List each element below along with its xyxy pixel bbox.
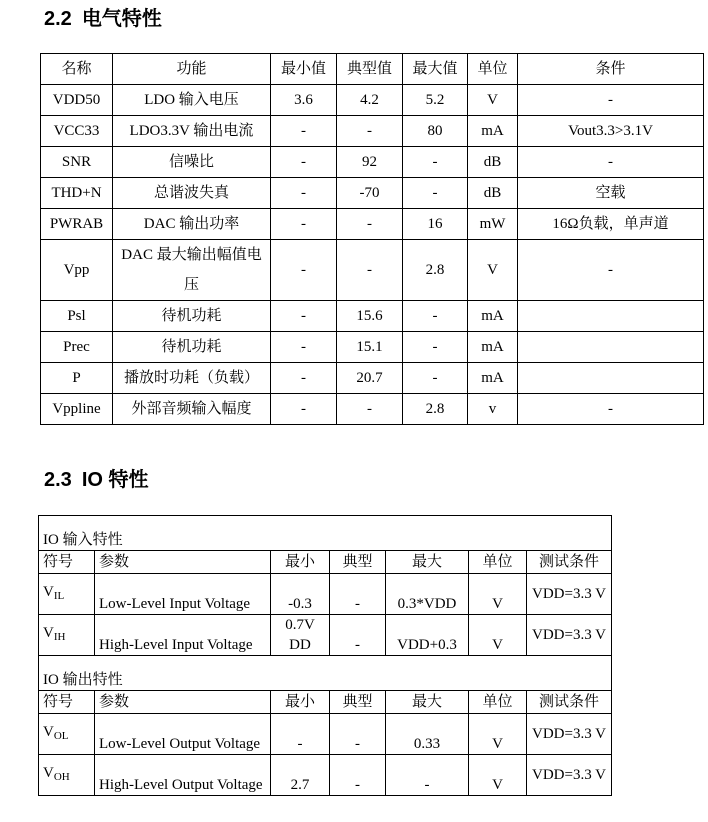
symbol xyxy=(39,755,95,796)
max-value: 0.33 xyxy=(386,714,469,755)
param-function: 外部音频输入幅度 xyxy=(113,394,271,425)
min-value: - xyxy=(271,209,337,240)
column-header: 最小 xyxy=(271,551,330,574)
parameter: High-Level Output Voltage xyxy=(95,755,271,796)
typ-value: 20.7 xyxy=(337,363,403,394)
max-value: - xyxy=(386,755,469,796)
test-condition: VDD=3.3 V xyxy=(527,714,612,755)
table-header-row xyxy=(39,551,612,574)
unit: dB xyxy=(468,147,518,178)
unit: dB xyxy=(468,178,518,209)
column-header: 最大 xyxy=(386,551,469,574)
param-function: 待机功耗 xyxy=(113,332,271,363)
typ-value: - xyxy=(330,574,386,615)
unit: V xyxy=(469,755,527,796)
min-value: 3.6 xyxy=(271,85,337,116)
condition xyxy=(518,363,704,394)
column-header: 最大值 xyxy=(403,54,468,85)
param-function: DAC 输出功率 xyxy=(113,209,271,240)
table-row xyxy=(41,394,704,425)
param-function: 信噪比 xyxy=(113,147,271,178)
table-row xyxy=(41,178,704,209)
section-heading-io xyxy=(44,463,148,492)
table-row xyxy=(39,615,612,656)
table-row xyxy=(41,301,704,332)
unit: v xyxy=(468,394,518,425)
max-value: 0.3*VDD xyxy=(386,574,469,615)
max-value: VDD+0.3 xyxy=(386,615,469,656)
min-value: 2.7 xyxy=(271,755,330,796)
table-row xyxy=(39,755,612,796)
condition: - xyxy=(518,147,704,178)
param-name: PWRAB xyxy=(41,209,113,240)
condition: - xyxy=(518,394,704,425)
symbol-text: V xyxy=(43,724,54,740)
column-header: 最小值 xyxy=(271,54,337,85)
unit: mA xyxy=(468,363,518,394)
unit: V xyxy=(469,615,527,656)
unit: V xyxy=(469,714,527,755)
param-function: 总谐波失真 xyxy=(113,178,271,209)
io-section-title: IO 输入特性 xyxy=(39,516,612,551)
min-value: -0.3 xyxy=(271,574,330,615)
typ-value: - xyxy=(337,209,403,240)
typ-value: 15.6 xyxy=(337,301,403,332)
param-name: Prec xyxy=(41,332,113,363)
symbol-text: V xyxy=(43,765,54,781)
column-header: 典型 xyxy=(330,551,386,574)
symbol xyxy=(39,615,95,656)
parameter: Low-Level Output Voltage xyxy=(95,714,271,755)
condition xyxy=(518,332,704,363)
min-value: - xyxy=(271,394,337,425)
typ-value: - xyxy=(337,240,403,301)
table-header-row xyxy=(41,54,704,85)
column-header: 测试条件 xyxy=(527,691,612,714)
typ-value: 92 xyxy=(337,147,403,178)
typ-value: 15.1 xyxy=(337,332,403,363)
typ-value: - xyxy=(330,714,386,755)
column-header: 典型值 xyxy=(337,54,403,85)
condition: 16Ω负载，单声道 xyxy=(518,209,704,240)
column-header: 最大 xyxy=(386,691,469,714)
condition: Vout3.3>3.1V xyxy=(518,116,704,147)
column-header: 符号 xyxy=(39,691,95,714)
param-function: DAC 最大输出幅值电压 xyxy=(113,240,271,301)
section-title: 电气特性 xyxy=(81,8,162,30)
section-heading-electrical xyxy=(44,2,162,31)
param-function: LDO3.3V 输出电流 xyxy=(113,116,271,147)
param-name: VDD50 xyxy=(41,85,113,116)
section-number: 2.3 xyxy=(44,469,72,491)
symbol-subscript: OL xyxy=(53,730,69,742)
parameter: Low-Level Input Voltage xyxy=(95,574,271,615)
param-function: 播放时功耗（负载） xyxy=(113,363,271,394)
unit: V xyxy=(468,85,518,116)
min-value: - xyxy=(271,332,337,363)
section-title-row xyxy=(39,656,612,691)
column-header: 功能 xyxy=(113,54,271,85)
column-header: 符号 xyxy=(39,551,95,574)
column-header: 单位 xyxy=(469,691,527,714)
min-value: - xyxy=(271,116,337,147)
symbol-subscript: IH xyxy=(53,631,66,643)
io-section-title: IO 输出特性 xyxy=(39,656,612,691)
symbol xyxy=(39,714,95,755)
table-row xyxy=(41,363,704,394)
unit: mA xyxy=(468,332,518,363)
condition: - xyxy=(518,240,704,301)
min-value: - xyxy=(271,178,337,209)
electrical-characteristics-table xyxy=(40,53,704,425)
condition xyxy=(518,301,704,332)
min-value: - xyxy=(271,301,337,332)
table-row xyxy=(41,85,704,116)
column-header: 参数 xyxy=(95,691,271,714)
max-value: 16 xyxy=(403,209,468,240)
unit: mA xyxy=(468,301,518,332)
typ-value: - xyxy=(330,755,386,796)
parameter: High-Level Input Voltage xyxy=(95,615,271,656)
condition: - xyxy=(518,85,704,116)
param-name: Vppline xyxy=(41,394,113,425)
condition: 空载 xyxy=(518,178,704,209)
column-header: 参数 xyxy=(95,551,271,574)
max-value: - xyxy=(403,332,468,363)
param-name: THD+N xyxy=(41,178,113,209)
column-header: 条件 xyxy=(518,54,704,85)
test-condition: VDD=3.3 V xyxy=(527,615,612,656)
typ-value: 4.2 xyxy=(337,85,403,116)
max-value: 5.2 xyxy=(403,85,468,116)
param-function: 待机功耗 xyxy=(113,301,271,332)
typ-value: - xyxy=(337,394,403,425)
param-name: P xyxy=(41,363,113,394)
typ-value: - xyxy=(337,116,403,147)
max-value: - xyxy=(403,178,468,209)
max-value: - xyxy=(403,363,468,394)
table-row xyxy=(41,332,704,363)
column-header: 典型 xyxy=(330,691,386,714)
test-condition: VDD=3.3 V xyxy=(527,574,612,615)
param-name: Psl xyxy=(41,301,113,332)
max-value: 80 xyxy=(403,116,468,147)
table-row xyxy=(41,240,704,301)
param-name: VCC33 xyxy=(41,116,113,147)
column-header: 单位 xyxy=(468,54,518,85)
section-title: IO 特性 xyxy=(81,469,149,491)
max-value: 2.8 xyxy=(403,240,468,301)
column-header: 最小 xyxy=(271,691,330,714)
typ-value: -70 xyxy=(337,178,403,209)
min-value: 0.7V DD xyxy=(271,615,330,656)
min-value: - xyxy=(271,714,330,755)
param-name: SNR xyxy=(41,147,113,178)
unit: mW xyxy=(468,209,518,240)
column-header: 测试条件 xyxy=(527,551,612,574)
min-value: - xyxy=(271,363,337,394)
max-value: - xyxy=(403,147,468,178)
unit: V xyxy=(468,240,518,301)
table-header-row xyxy=(39,691,612,714)
max-value: 2.8 xyxy=(403,394,468,425)
min-value: - xyxy=(271,240,337,301)
max-value: - xyxy=(403,301,468,332)
section-number: 2.2 xyxy=(44,8,72,30)
table-row xyxy=(41,116,704,147)
param-function: LDO 输入电压 xyxy=(113,85,271,116)
test-condition: VDD=3.3 V xyxy=(527,755,612,796)
typ-value: - xyxy=(330,615,386,656)
symbol-subscript: OH xyxy=(53,771,70,783)
symbol-subscript: IL xyxy=(53,590,65,602)
column-header: 名称 xyxy=(41,54,113,85)
table-row xyxy=(41,209,704,240)
unit: V xyxy=(469,574,527,615)
symbol-text: V xyxy=(43,584,54,600)
min-value: - xyxy=(271,147,337,178)
table-row xyxy=(39,714,612,755)
table-row xyxy=(39,574,612,615)
symbol xyxy=(39,574,95,615)
io-characteristics-table xyxy=(38,515,612,796)
table-row xyxy=(41,147,704,178)
column-header: 单位 xyxy=(469,551,527,574)
unit: mA xyxy=(468,116,518,147)
symbol-text: V xyxy=(43,625,54,641)
param-name: Vpp xyxy=(41,240,113,301)
section-title-row xyxy=(39,516,612,551)
